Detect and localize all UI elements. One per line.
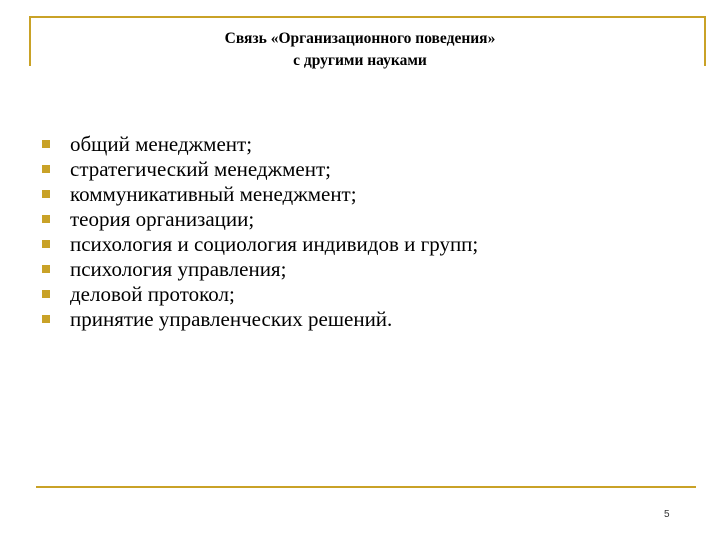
list-item-text: коммуникативный менеджмент; xyxy=(70,182,357,206)
list-item-text: стратегический менеджмент; xyxy=(70,157,331,181)
list-item-text: психология и социология индивидов и групп; xyxy=(70,232,479,256)
list-item xyxy=(40,257,478,282)
slide-title-line-2: с другими науками xyxy=(293,52,427,69)
list-item-text: деловой протокол; xyxy=(70,282,235,306)
square-bullet-icon xyxy=(42,290,50,298)
page-number: 5 xyxy=(664,509,670,520)
slide-title-line-1: Связь «Организационного поведения» xyxy=(224,30,496,47)
list-item xyxy=(40,157,478,182)
list-item xyxy=(40,132,478,157)
bullet-list xyxy=(40,132,478,332)
square-bullet-icon xyxy=(42,315,50,323)
slide-title xyxy=(60,28,660,72)
list-item-text: психология управления; xyxy=(70,257,287,281)
frame-right-line xyxy=(704,16,706,66)
list-item xyxy=(40,282,478,307)
list-item-text: общий менеджмент; xyxy=(70,132,253,156)
square-bullet-icon xyxy=(42,265,50,273)
square-bullet-icon xyxy=(42,240,50,248)
frame-left-line xyxy=(29,16,31,66)
frame-bottom-line xyxy=(36,486,696,488)
square-bullet-icon xyxy=(42,190,50,198)
frame-top-line xyxy=(29,16,706,18)
square-bullet-icon xyxy=(42,140,50,148)
square-bullet-icon xyxy=(42,165,50,173)
list-item-text: теория организации; xyxy=(70,207,255,231)
list-item xyxy=(40,232,478,257)
list-item xyxy=(40,182,478,207)
list-item-text: принятие управленческих решений. xyxy=(70,307,393,331)
square-bullet-icon xyxy=(42,215,50,223)
list-item xyxy=(40,307,478,332)
list-item xyxy=(40,207,478,232)
